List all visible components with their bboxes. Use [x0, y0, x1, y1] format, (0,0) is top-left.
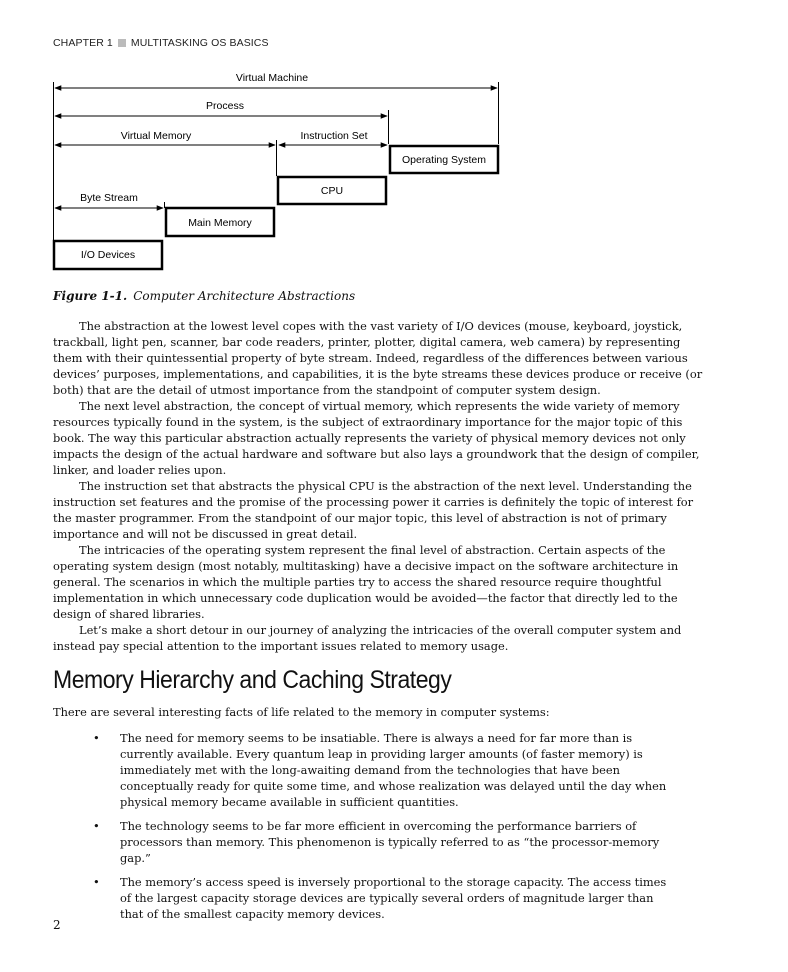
architecture-diagram — [0, 60, 560, 275]
virtual-machine-label: Virtual Machine — [235, 72, 309, 84]
paragraph: Let’s make a short detour in our journey of analyzing the intricacies of the overall computer system and instead pay special attention to the important issues related to memory usage. — [53, 623, 682, 653]
list-item — [53, 730, 673, 810]
virtual-memory-label: Virtual Memory — [120, 130, 192, 142]
bullet-icon: • — [93, 819, 100, 833]
figure-number: Figure 1-1. — [53, 289, 128, 303]
instruction-set-label: Instruction Set — [300, 130, 368, 142]
section-intro: There are several interesting facts of life related to the memory in computer systems: — [53, 705, 550, 719]
chapter-title: MULTITASKING OS BASICS — [130, 37, 269, 49]
page-number: 2 — [53, 918, 61, 932]
paragraph: The instruction set that abstracts the physical CPU is the abstraction of the next level. Understanding the instruction set features and the promise of the processing power it carries is definitely the topic of interest for the master programmer. From the standpoint of our major topic, this level of abstraction is not of primary importance and will not be discussed in great detail. — [53, 479, 694, 541]
paragraph: The next level abstraction, the concept of virtual memory, which represents the wide variety of memory resources typically found in the system, is the subject of extraordinary importance for the major topic of this book. The way this particular abstraction actually represents the variety of physical memory devices not only impacts the design of the actual hardware and software but also lays a groundwork that the design of compiler, linker, and loader relies upon. — [53, 399, 700, 477]
bullet-icon: • — [93, 875, 100, 889]
list-item-text: The need for memory seems to be insatiable. There is always a need for far more than is currently available. Every quantum leap in providing larger amounts (of faster memory) is immediately met with the long-awaiting demand from the technologies that have been conceptually ready for quite some time, and whose realization was delayed until the day when physical memory became available in sufficient quantities. — [120, 731, 667, 809]
list-item-text: The memory’s access speed is inversely proportional to the storage capacity. The access times of the largest capacity storage devices are typically several orders of magnitude larger than that of the smallest capacity memory devices. — [120, 875, 667, 921]
operating-system-label: Operating System — [401, 154, 487, 166]
byte-stream-label: Byte Stream — [80, 192, 138, 204]
cpu-label: CPU — [320, 185, 344, 197]
section-heading: Memory Hierarchy and Caching Strategy — [53, 666, 452, 694]
process-label: Process — [206, 100, 244, 112]
paragraph: The intricacies of the operating system represent the final level of abstraction. Certain aspects of the operating system design (most notably, multitasking) have a decisive impact on the software architecture in general. The scenarios in which the multiple parties try to access the shared resource require thoughtful implementation in which unnecessary code duplication would be avoided—the factor that directly led to the design of shared libraries. — [53, 543, 679, 621]
main-memory-label: Main Memory — [188, 217, 252, 229]
paragraph: The abstraction at the lowest level copes with the vast variety of I/O devices (mouse, keyboard, joystick, trackball, light pen, scanner, bar code readers, printer, plotter, digital camera, web camera) by representing them with their quintessential property of byte stream. Indeed, regardless of the differences between various devices’ purposes, implementations, and capabilities, it is the byte streams these devices produce or receive (or both) that are the detail of utmost importance from the standpoint of computer system design. — [53, 319, 703, 397]
figure-caption — [53, 289, 355, 303]
running-header — [53, 37, 269, 49]
separator-square — [118, 39, 126, 47]
figure-title: Computer Architecture Abstractions — [133, 289, 356, 303]
io-devices-label: I/O Devices — [80, 249, 136, 261]
bullet-icon: • — [93, 731, 100, 745]
chapter-label: CHAPTER 1 — [53, 37, 113, 49]
bullet-list — [53, 730, 673, 930]
body-text — [53, 318, 713, 654]
list-item — [53, 874, 673, 922]
list-item — [53, 818, 673, 866]
list-item-text: The technology seems to be far more efficient in overcoming the performance barriers of processors than memory. This phenomenon is typically referred to as “the processor-memory gap.” — [120, 819, 660, 865]
